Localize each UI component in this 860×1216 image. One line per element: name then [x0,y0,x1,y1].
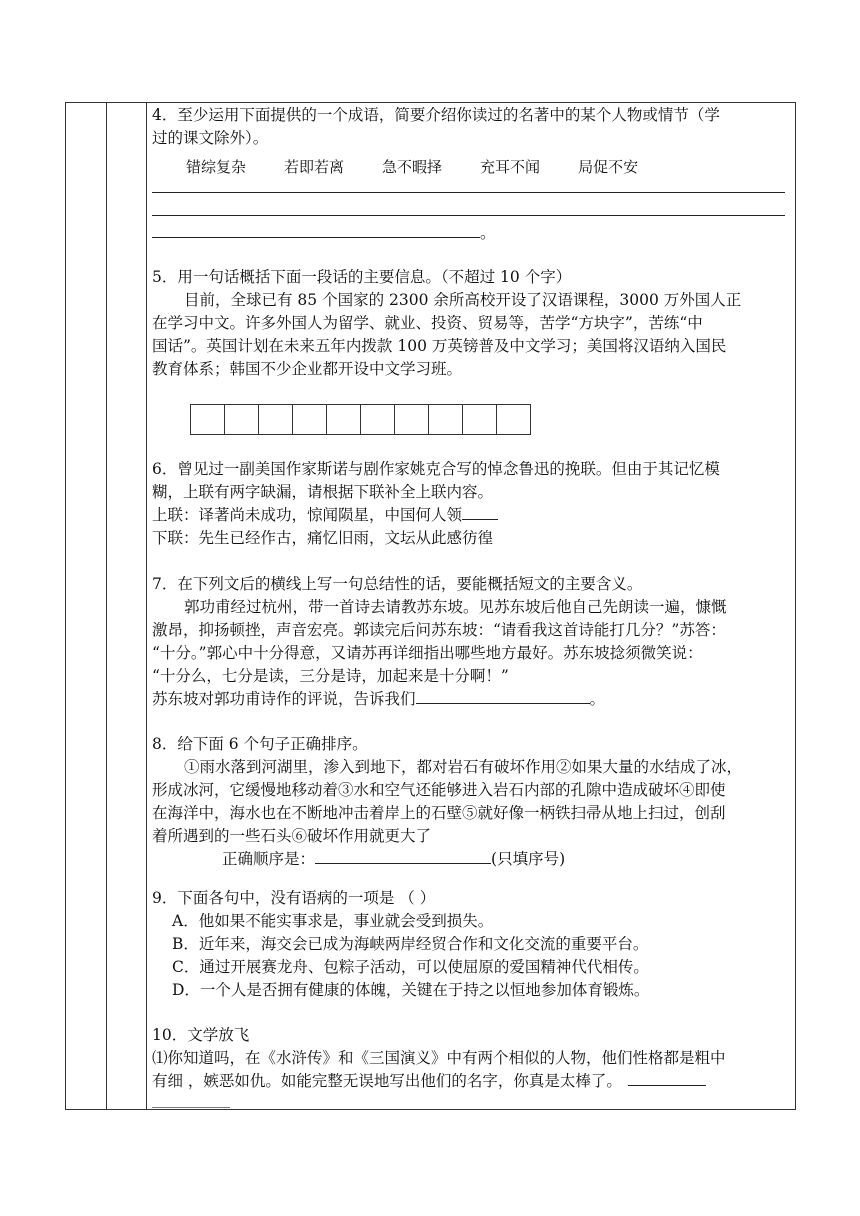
answer-box[interactable] [225,405,259,435]
period-mark: 。 [480,224,496,242]
answer-line[interactable] [152,192,785,193]
q10-line [152,1070,792,1093]
q8-title: 8．给下面 6 个句子正确排序。 [152,735,368,753]
q4-line: 4．至少运用下面提供的一个成语，简要介绍你读过的名著中的某个人物或情节（学 [152,106,720,124]
q5-passage-line: 目前，全球已有 85 个国家的 2300 余所高校开设了汉语课程，3000 万外国人正 [184,291,742,309]
answer-box[interactable] [191,405,225,435]
couplet-lower: 下联：先生已经作古，痛忆旧雨，文坛从此感彷徨 [152,529,494,547]
q8-sentence-line: 着所遇到的一些石头⑥破坏作用就更大了 [152,827,432,845]
q5-passage-line: 教育体系；韩国不少企业都开设中文学习班。 [152,360,463,378]
answer-line[interactable] [462,505,498,520]
answer-line[interactable] [152,223,480,238]
q7-passage-line: “十分么，七分是读，三分是诗，加起来是十分啊！” [152,667,509,685]
answer-box[interactable] [395,405,429,435]
q5-passage-line: 国话”。英国计划在未来五年内拨款 100 万英镑普及中文学习；美国将汉语纳入国民 [152,337,727,355]
question-8 [152,733,792,871]
q5-title: 5．用一句话概括下面一段话的主要信息。（不超过 10 个字） [152,268,572,286]
answer-line[interactable] [628,1071,706,1086]
couplet-upper [152,504,792,527]
question-7 [152,573,792,711]
answer-line[interactable] [152,1107,230,1108]
idiom: 充耳不闻 [480,158,541,176]
question-6 [152,458,792,550]
q4-last-line-row [152,222,792,245]
q4-line: 过的课文除外）。 [152,129,269,147]
q7-title: 7．在下列文后的横线上写一句总结性的话，要能概括短文的主要含义。 [152,575,643,593]
answer-box[interactable] [259,405,293,435]
answer-line[interactable] [416,689,590,704]
idiom: 急不暇择 [382,158,443,176]
answer-box[interactable] [361,405,395,435]
q7-answer-row [152,688,792,711]
question-9 [152,887,792,1002]
q8-sentence-line: 在海洋中，海水也在不断地冲击着岸上的石壁⑤就好像一柄铁扫帚从地上扫过，创刮 [152,804,726,822]
couplet-upper-text: 上联：译著尚未成功，惊闻陨星，中国何人领 [152,506,463,524]
answer-box[interactable] [463,405,497,435]
q10-title: 10．文学放飞 [152,1026,250,1044]
answer-box-grid [190,404,531,435]
q8-sentence-line: ①雨水落到河湖里，渗入到地下，都对岩石有破坏作用②如果大量的水结成了冰， [184,758,743,776]
idiom-list [152,156,792,179]
q10-line-text: 有细 ，嫉恶如仇。如能完整无误地写出他们的名字，你真是太棒了。 [152,1072,622,1090]
question-5 [152,266,792,381]
answer-box[interactable] [497,405,531,435]
q5-passage-line: 在学习中文。许多外国人为留学、就业、投资、贸易等，苦学“方块字”，苦练“中 [152,314,703,332]
q8-sentence-line: 形成冰河，它缓慢地移动着③水和空气还能够进入岩石内部的孔隙中造成破坏④即使 [152,781,726,799]
table-column-divider [146,103,147,1109]
question-10 [152,1024,792,1093]
answer-box[interactable] [293,405,327,435]
option-b: B．近年来，海交会已成为海峡两岸经贸合作和文化交流的重要平台。 [172,935,649,953]
answer-line[interactable] [315,849,491,864]
q6-line: 糊，上联有两字缺漏，请根据下联补全上联内容。 [152,483,494,501]
q7-passage-line: “十分。”郭心中十分得意，又请苏再详细指出哪些地方最好。苏东坡捻须微笑说： [152,644,703,662]
q10-line: ⑴你知道吗，在《水浒传》和《三国演义》中有两个相似的人物，他们性格都是粗中 [152,1049,726,1067]
table-column-divider [106,103,107,1109]
idiom: 局促不安 [578,158,639,176]
option-c: C．通过开展赛龙舟、包粽子活动，可以使屈原的爱国精神代代相传。 [172,958,649,976]
option-a: A．他如果不能实事求是，事业就会受到损失。 [172,912,494,930]
q8-answer-suffix: (只填序号) [491,850,566,868]
period-mark: 。 [589,690,606,708]
answer-box[interactable] [429,405,463,435]
idiom: 若即若离 [284,158,345,176]
q8-answer-row [152,848,792,871]
option-d: D．一个人是否拥有健康的体魄，关键在于持之以恒地参加体育锻炼。 [172,981,650,999]
answer-line[interactable] [152,215,785,216]
q6-line: 6．曾见过一副美国作家斯诺与剧作家姚克合写的悼念鲁迅的挽联。但由于其记忆模 [152,460,720,478]
question-4 [152,104,792,179]
q9-title: 9．下面各句中，没有语病的一项是 （ ） [152,889,436,907]
answer-box[interactable] [327,405,361,435]
q7-passage-line: 激昂，抑扬顿挫，声音宏亮。郭读完后问苏东坡：“请看我这首诗能打几分？”苏答： [152,621,726,639]
q7-passage-line: 郭功甫经过杭州，带一首诗去请教苏东坡。见苏东坡后他自己先朗读一遍，慷慨 [184,598,727,616]
q7-answer-prefix: 苏东坡对郭功甫诗作的评说，告诉我们 [152,690,416,708]
idiom: 错综复杂 [186,158,247,176]
q8-answer-prefix: 正确顺序是： [222,850,316,868]
